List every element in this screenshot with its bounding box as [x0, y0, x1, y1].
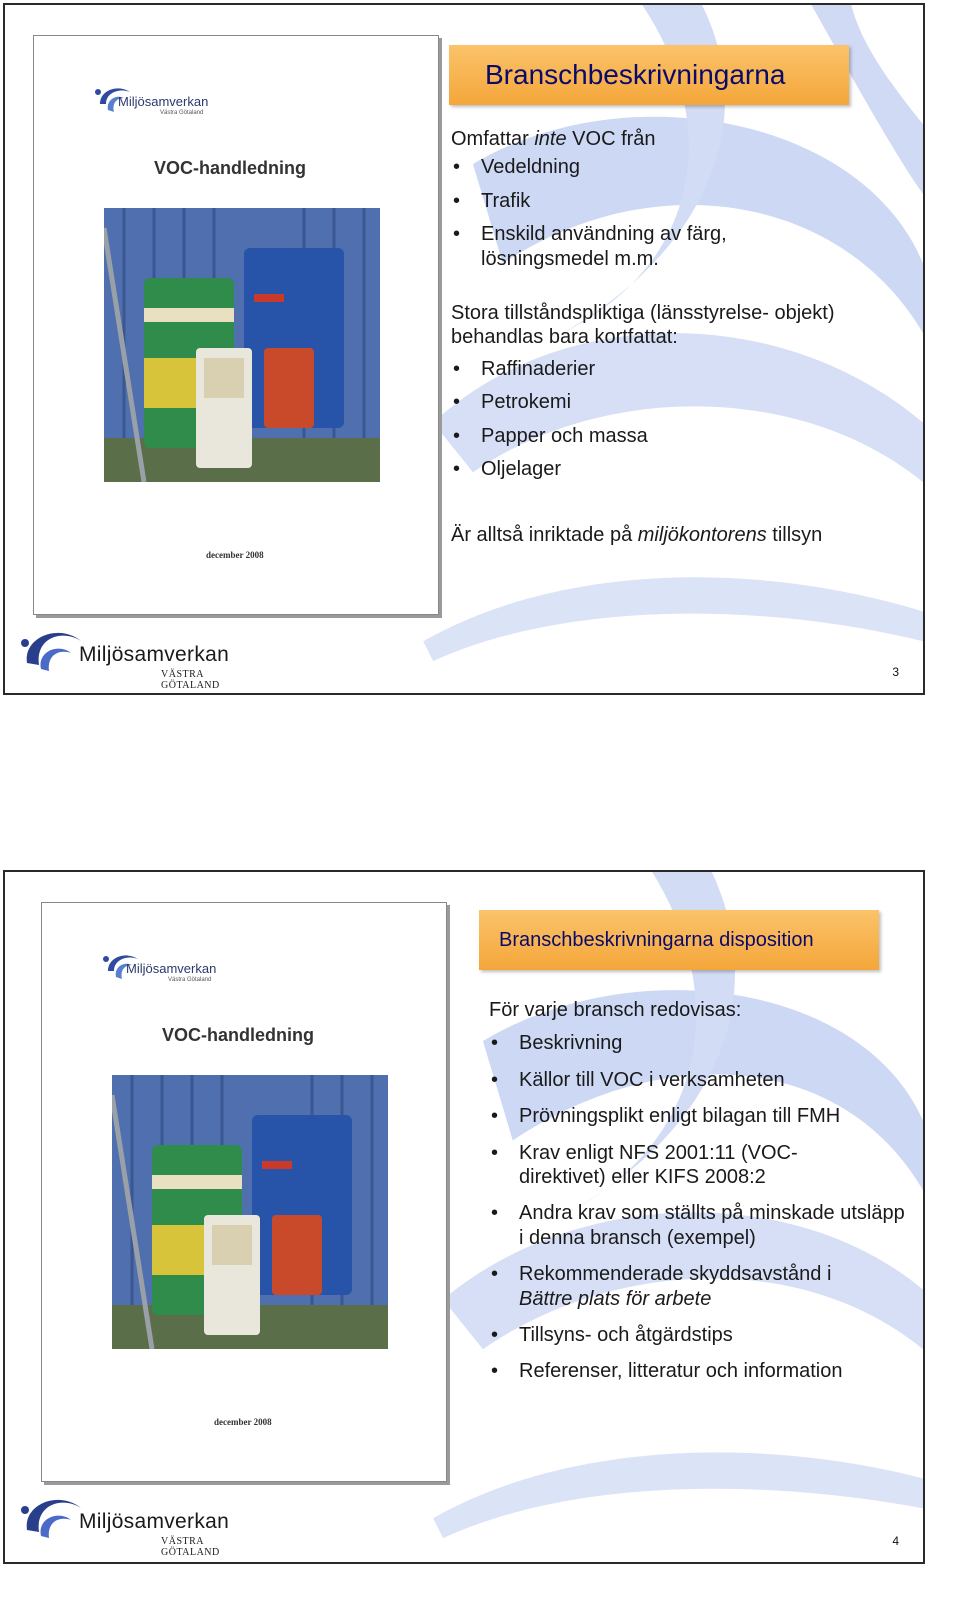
cover-document: [41, 902, 447, 1482]
footer-brand-name: Miljösamverkan: [79, 1510, 230, 1533]
page-number: 3: [892, 665, 899, 679]
intro-emphasis: inte: [534, 128, 567, 150]
slide-content: [489, 998, 909, 1384]
cover-photo-barrels: [112, 1075, 388, 1349]
list-item: • Beskrivning: [489, 1031, 909, 1055]
intro-line: För varje bransch redovisas:: [489, 999, 742, 1021]
footer-brand-name: Miljösamverkan: [79, 643, 230, 666]
large-objects-para: Stora tillståndspliktiga (länsstyrelse- objekt) behandlas bara kortfattat:: [451, 301, 835, 349]
list-item: • Trafik: [451, 189, 911, 213]
intro-line: Omfattar inte VOC från: [451, 128, 656, 150]
cover-document: [33, 35, 439, 615]
cover-photo-barrels: [104, 208, 380, 482]
closing-emphasis: miljökontorens: [637, 524, 767, 547]
list-item: • Tillsyns- och åtgärdstips: [489, 1323, 909, 1347]
slide-4: [3, 870, 925, 1564]
list-item: • Vedeldning: [451, 155, 911, 179]
slide-title: Branschbeskrivningarna disposition: [499, 929, 814, 951]
cover-logo-sub: Västra Götaland: [168, 977, 212, 983]
list-item: • Raffinaderier: [451, 357, 911, 381]
slide-content: [451, 127, 911, 548]
cover-date: december 2008: [206, 550, 264, 560]
cover-logo-text: Miljösamverkan: [118, 94, 209, 109]
list-item: • Källor till VOC i verksamheten: [489, 1068, 909, 1092]
closing-line: Är alltså inriktade på miljökontorens tillsyn: [451, 524, 823, 547]
page-number: 4: [892, 1534, 899, 1548]
list-item: • Prövningsplikt enligt bilagan till FMH: [489, 1104, 909, 1128]
item-emphasis: Bättre plats för arbete: [519, 1287, 712, 1310]
cover-title: VOC-handledning: [162, 1025, 314, 1045]
list-item: • Andra krav som ställts på minskade utsläpp i denna bransch (exempel): [489, 1201, 909, 1250]
list-item: • Referenser, litteratur och information: [489, 1359, 909, 1383]
list-item: • Papper och massa: [451, 424, 911, 448]
list-item: • Krav enligt NFS 2001:11 (VOC-direktivet) eller KIFS 2008:2: [489, 1141, 849, 1190]
footer-logo: [19, 1490, 259, 1558]
footer-logo: [19, 623, 259, 691]
cover-date: december 2008: [214, 1417, 272, 1427]
cover-logo-text: Miljösamverkan: [126, 961, 217, 976]
list-item: • Petrokemi: [451, 390, 911, 414]
list-item: • Rekommenderade skyddsavstånd i Bättre plats för arbete: [489, 1262, 889, 1311]
footer-region: VÄSTRA GÖTALAND: [161, 669, 220, 691]
list-item: • Enskild användning av färg, lösningsmedel m.m.: [451, 222, 781, 271]
disposition-list: [489, 1031, 909, 1383]
slide-title-box: [479, 910, 879, 970]
slide-3: [3, 3, 925, 695]
slide-title-box: [449, 45, 849, 105]
excluded-sources-list: [451, 155, 911, 271]
large-objects-list: [451, 357, 911, 482]
slide-title: Branschbeskrivningarna: [485, 59, 786, 90]
cover-logo-sub: Västra Götaland: [160, 110, 204, 116]
list-item: • Oljelager: [451, 457, 911, 481]
cover-title: VOC-handledning: [154, 158, 306, 178]
footer-region: VÄSTRA GÖTALAND: [161, 1536, 220, 1558]
